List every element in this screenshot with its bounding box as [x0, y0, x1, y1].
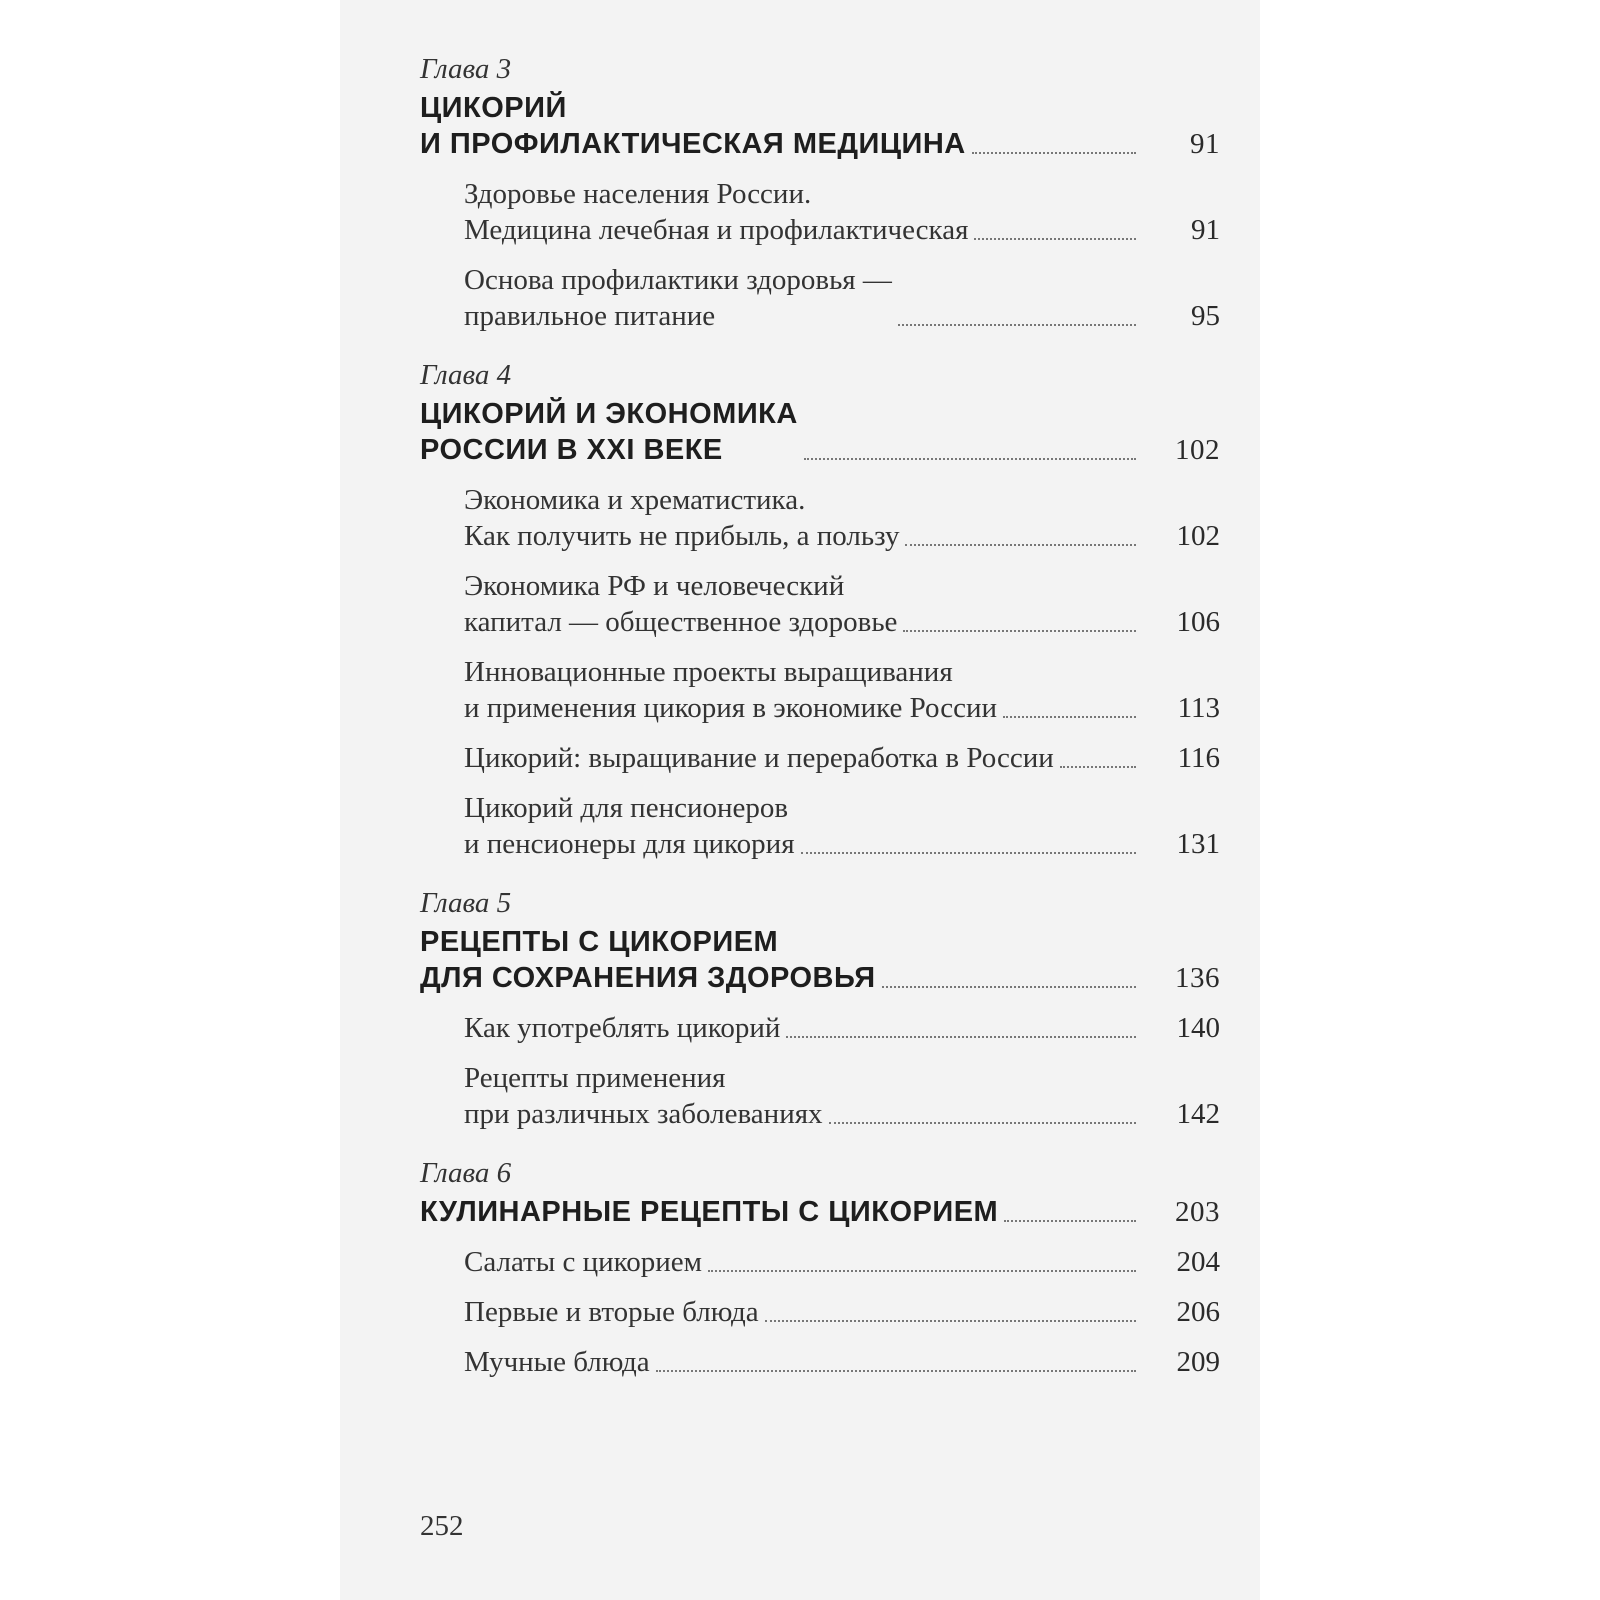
section-title-line: Мучные блюда: [464, 1346, 650, 1378]
section-title-line: Медицина лечебная и профилактическая: [464, 214, 969, 246]
chapter-title-text: [420, 924, 876, 996]
chapter-block: [420, 1156, 1220, 1380]
section-title-text: [464, 568, 897, 640]
leader-dots: [882, 986, 1136, 988]
section-entry[interactable]: [464, 1060, 1220, 1132]
leader-dots: [656, 1370, 1136, 1372]
chapter-title-entry[interactable]: [420, 90, 1220, 162]
section-entry[interactable]: [464, 740, 1220, 776]
section-page-number: 113: [1177, 692, 1220, 724]
chapter-title-line: РЕЦЕПТЫ С ЦИКОРИЕМ: [420, 926, 779, 958]
section-title-line: и применения цикория в экономике России: [464, 692, 998, 724]
chapter-block: [420, 358, 1220, 862]
section-title-line: Экономика РФ и человеческий: [464, 570, 845, 602]
chapter-title-line: ЦИКОРИЙ И ЭКОНОМИКА: [420, 398, 798, 430]
leader-dots: [829, 1122, 1136, 1124]
chapter-title-entry[interactable]: [420, 396, 1220, 468]
leader-dots: [1003, 716, 1136, 718]
section-page-number: 140: [1176, 1012, 1220, 1044]
section-page-number: 209: [1176, 1346, 1220, 1378]
book-page: [340, 0, 1260, 1600]
leader-dots: [708, 1270, 1136, 1272]
leader-dots: [972, 152, 1136, 154]
section-entry[interactable]: [464, 654, 1220, 726]
section-title-text: [464, 176, 968, 248]
leader-dots: [974, 238, 1136, 240]
section-title-text: [464, 482, 899, 554]
chapter-title-text: [420, 396, 798, 468]
leader-dots: [804, 458, 1136, 460]
leader-dots: [801, 852, 1136, 854]
section-title-line: Экономика и хрематистика.: [464, 484, 806, 516]
section-entry[interactable]: [464, 482, 1220, 554]
chapter-title-text: [420, 1194, 998, 1230]
section-title-line: правильное питание: [464, 300, 716, 332]
chapter-page-number: 102: [1175, 434, 1220, 466]
chapter-block: [420, 52, 1220, 334]
section-page-number: 106: [1176, 606, 1220, 638]
chapter-label: Глава 3: [420, 53, 512, 85]
page-number: 252: [420, 1510, 464, 1542]
chapter-title-line: ДЛЯ СОХРАНЕНИЯ ЗДОРОВЬЯ: [420, 962, 876, 994]
leader-dots: [765, 1320, 1136, 1322]
leader-dots: [898, 324, 1136, 326]
chapter-title-line: И ПРОФИЛАКТИЧЕСКАЯ МЕДИЦИНА: [420, 128, 966, 160]
chapter-title-line: КУЛИНАРНЫЕ РЕЦЕПТЫ С ЦИКОРИЕМ: [420, 1196, 999, 1228]
section-page-number: 131: [1176, 828, 1220, 860]
section-title-line: Первые и вторые блюда: [464, 1296, 759, 1328]
section-page-number: 102: [1176, 520, 1220, 552]
section-entry[interactable]: [464, 262, 1220, 334]
leader-dots: [903, 630, 1136, 632]
section-title-line: Цикорий для пенсионеров: [464, 792, 789, 824]
section-title-text: [464, 262, 892, 334]
leader-dots: [1004, 1220, 1136, 1222]
chapter-label: Глава 4: [420, 359, 512, 391]
leader-dots: [1060, 766, 1136, 768]
section-entry[interactable]: [464, 568, 1220, 640]
section-entry[interactable]: [464, 1344, 1220, 1380]
section-entry[interactable]: [464, 176, 1220, 248]
section-title-line: капитал — общественное здоровье: [464, 606, 898, 638]
section-title-line: и пенсионеры для цикория: [464, 828, 795, 860]
chapter-page-number: 91: [1190, 128, 1220, 160]
section-title-line: Инновационные проекты выращивания: [464, 656, 953, 688]
leader-dots: [905, 544, 1136, 546]
section-title-line: Цикорий: выращивание и переработка в России: [464, 742, 1054, 774]
section-title-line: Рецепты применения: [464, 1062, 726, 1094]
chapter-label: Глава 6: [420, 1157, 512, 1189]
chapter-page-number: 136: [1175, 962, 1220, 994]
section-title-text: [464, 790, 795, 862]
section-title-text: [464, 654, 997, 726]
section-title-line: Как употреблять цикорий: [464, 1012, 781, 1044]
chapter-label: Глава 5: [420, 887, 512, 919]
section-title-text: [464, 1344, 650, 1380]
section-title-text: [464, 1294, 759, 1330]
section-title-line: Здоровье населения России.: [464, 178, 812, 210]
section-page-number: 142: [1176, 1098, 1220, 1130]
chapter-title-entry[interactable]: [420, 924, 1220, 996]
chapter-title-line: ЦИКОРИЙ: [420, 92, 567, 124]
section-page-number: 206: [1176, 1296, 1220, 1328]
section-title-line: при различных заболеваниях: [464, 1098, 823, 1130]
section-title-text: [464, 1060, 823, 1132]
chapter-title-entry[interactable]: [420, 1194, 1220, 1230]
section-page-number: 204: [1176, 1246, 1220, 1278]
section-title-line: Как получить не прибыль, а пользу: [464, 520, 900, 552]
section-entry[interactable]: [464, 790, 1220, 862]
section-entry[interactable]: [464, 1294, 1220, 1330]
section-entry[interactable]: [464, 1010, 1220, 1046]
section-title-line: Салаты с цикорием: [464, 1246, 702, 1278]
table-of-contents: [420, 52, 1220, 1380]
section-title-line: Основа профилактики здоровья —: [464, 264, 892, 296]
section-entry[interactable]: [464, 1244, 1220, 1280]
section-page-number: 116: [1177, 742, 1220, 774]
section-title-text: [464, 1010, 780, 1046]
chapter-page-number: 203: [1175, 1196, 1220, 1228]
section-title-text: [464, 1244, 702, 1280]
leader-dots: [786, 1036, 1136, 1038]
section-title-text: [464, 740, 1054, 776]
chapter-block: [420, 886, 1220, 1132]
chapter-title-text: [420, 90, 966, 162]
chapter-title-line: РОССИИ В XXI ВЕКЕ: [420, 434, 723, 466]
section-page-number: 95: [1191, 300, 1220, 332]
section-page-number: 91: [1191, 214, 1220, 246]
